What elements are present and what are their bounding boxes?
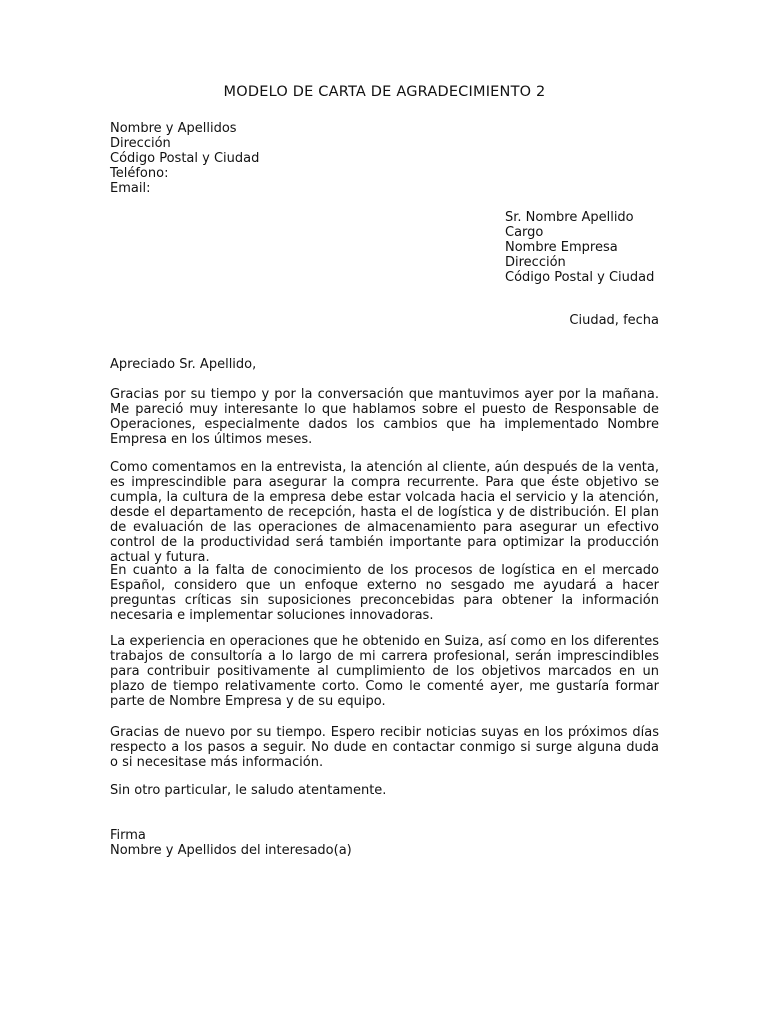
sender-block [110,121,259,196]
sender-name: Nombre y Apellidos [110,121,237,136]
signature-name: Nombre y Apellidos del interesado(a) [110,843,352,858]
body-paragraph: En cuanto a la falta de conocimiento de los procesos de logística en el mercado Español, considero que un enfoque externo no sesgado me ayudará a hacer preguntas críticas sin suposiciones preconcebidas para obtener la información necesaria e implementar soluciones innovadoras. [110,563,659,623]
sender-postal-city: Código Postal y Ciudad [110,151,260,166]
closing-line: Sin otro particular, le saludo atentamente. [110,783,387,798]
signature-block [110,828,352,858]
recipient-postal-city: Código Postal y Ciudad [505,270,655,285]
sender-phone: Teléfono: [110,166,169,181]
place-date: Ciudad, fecha [569,313,659,328]
sender-address: Dirección [110,136,171,151]
body-paragraph: La experiencia en operaciones que he obtenido en Suiza, así como en los diferentes trabajos de consultoría a lo largo de mi carrera profesional, serán imprescindibles para contribuir positivamente al cumplimiento de los objetivos marcados en un plazo de tiempo relativamente corto. Como le comenté ayer, me gustaría formar parte de Nombre Empresa y de su equipo. [110,634,659,709]
sender-email: Email: [110,181,151,196]
body-paragraph: Como comentamos en la entrevista, la atención al cliente, aún después de la venta, es imprescindible para asegurar la compra recurrente. Para que éste objetivo se cumpla, la cultura de la empresa debe estar volcada hacia el servicio y la atención, desde el departamento de recepción, hasta el de logística y de distribución. El plan de evaluación de las operaciones de almacenamiento para asegurar un efectivo control de la productividad será también importante para optimizar la producción actual y futura. [110,460,659,565]
recipient-block [505,210,654,285]
document-title: MODELO DE CARTA DE AGRADECIMIENTO 2 [223,84,546,100]
recipient-position: Cargo [505,225,544,240]
body-paragraph: Gracias por su tiempo y por la conversación que mantuvimos ayer por la mañana. Me pareció muy interesante lo que hablamos sobre el puesto de Responsable de Operaciones, especialmente dados los cambios que ha implementado Nombre Empresa en los últimos meses. [110,387,659,447]
recipient-name: Sr. Nombre Apellido [505,210,634,225]
salutation: Apreciado Sr. Apellido, [110,357,257,372]
signature-label: Firma [110,828,146,843]
body-paragraph: Gracias de nuevo por su tiempo. Espero recibir noticias suyas en los próximos días respecto a los pasos a seguir. No dude en contactar conmigo si surge alguna duda o si necesitase más información. [110,725,659,770]
recipient-address: Dirección [505,255,566,270]
recipient-company: Nombre Empresa [505,240,618,255]
